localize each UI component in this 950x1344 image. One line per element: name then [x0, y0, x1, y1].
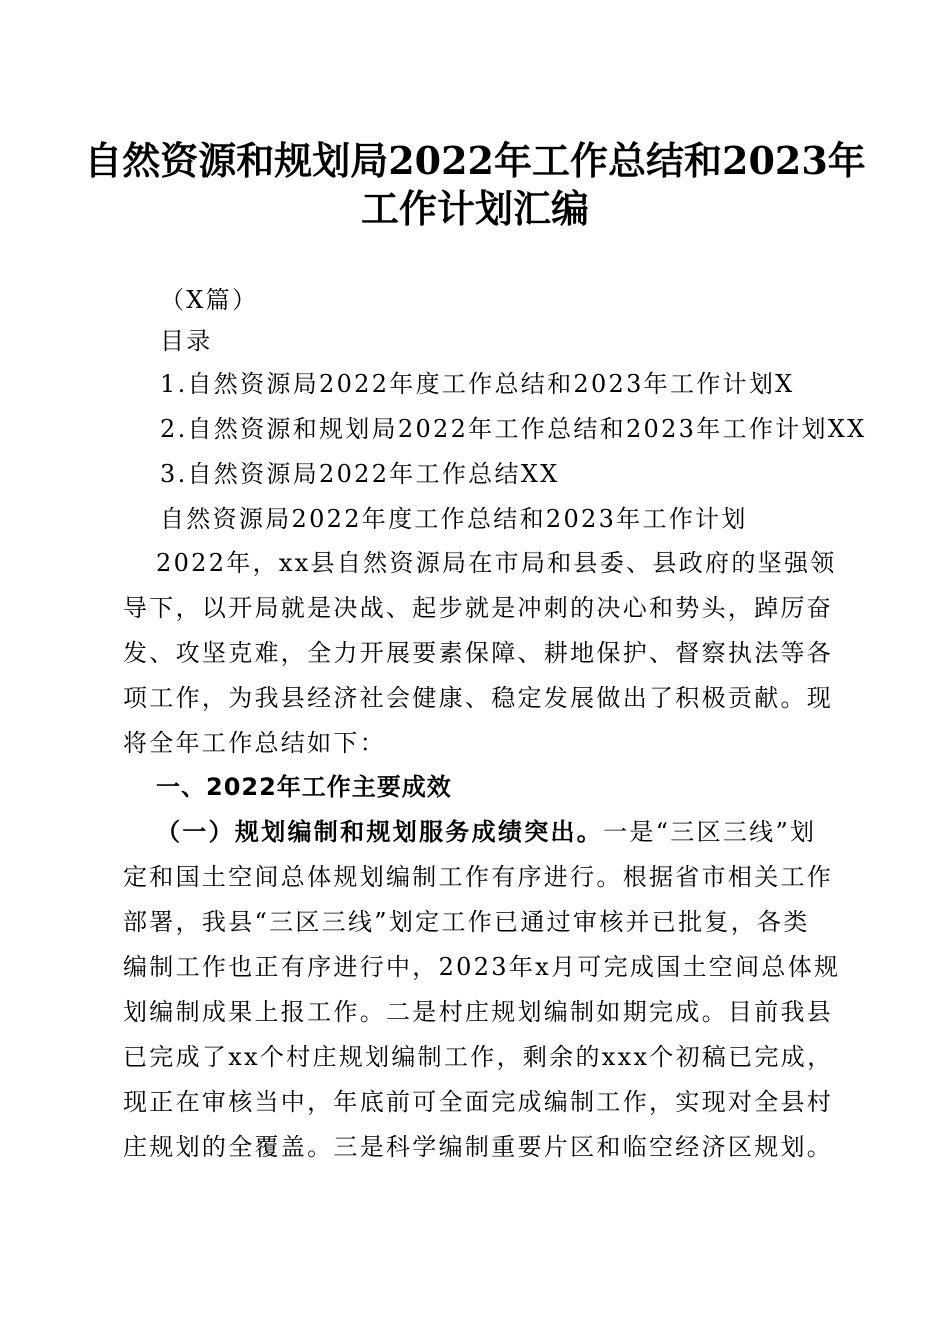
paragraph-line-1 — [156, 812, 816, 852]
paragraph-line-4: 编制工作也正有序进行中，2023年x月可完成国土空间总体规 — [123, 953, 841, 981]
toc-label: 目录 — [160, 327, 213, 355]
paragraph-line-3: 部署，我县“三区三线”划定工作已通过审核并已批复，各类 — [123, 908, 810, 936]
toc-item-1: 1.自然资源局2022年度工作总结和2023年工作计划X — [160, 370, 795, 398]
intro-line-4: 项工作，为我县经济社会健康、稳定发展做出了积极贡献。现 — [123, 684, 834, 712]
article-count-note: （X篇） — [160, 286, 259, 314]
paragraph-line-2: 定和国土空间总体规划编制工作有序进行。根据省市相关工作 — [123, 863, 834, 891]
intro-line-3: 发、攻坚克难，全力开展要素保障、耕地保护、督察执法等各 — [123, 639, 834, 667]
paragraph-line-5: 划编制成果上报工作。二是村庄规划编制如期完成。目前我县 — [123, 998, 834, 1026]
toc-item-3: 3.自然资源局2022年工作总结XX — [160, 460, 560, 488]
document-title-line-1: 自然资源和规划局2022年工作总结和2023年 — [84, 138, 866, 183]
intro-line-5: 将全年工作总结如下： — [123, 729, 386, 757]
sub-heading: （一）规划编制和规划服务成绩突出。 — [156, 817, 604, 846]
toc-item-2: 2.自然资源和规划局2022年工作总结和2023年工作计划XX — [160, 415, 867, 443]
article-title: 自然资源局2022年度工作总结和2023年工作计划 — [160, 505, 748, 533]
paragraph-line-7: 现正在审核当中，年底前可全面完成编制工作，实现对全县村 — [123, 1088, 834, 1116]
section-heading: 一、2022年工作主要成效 — [156, 773, 452, 801]
paragraph-line-8: 庄规划的全覆盖。三是科学编制重要片区和临空经济区规划。 — [123, 1133, 834, 1161]
intro-line-2: 导下，以开局就是决战、起步就是冲刺的决心和势头，踔厉奋 — [123, 594, 834, 622]
paragraph-line-1-rest: 一是“三区三线”划 — [603, 818, 817, 846]
document-title-line-2: 工作计划汇编 — [360, 186, 589, 231]
intro-line-1: 2022年，xx县自然资源局在市局和县委、县政府的坚强领 — [156, 549, 837, 577]
paragraph-line-6: 已完成了xx个村庄规划编制工作，剩余的xxx个初稿已完成， — [123, 1043, 834, 1071]
